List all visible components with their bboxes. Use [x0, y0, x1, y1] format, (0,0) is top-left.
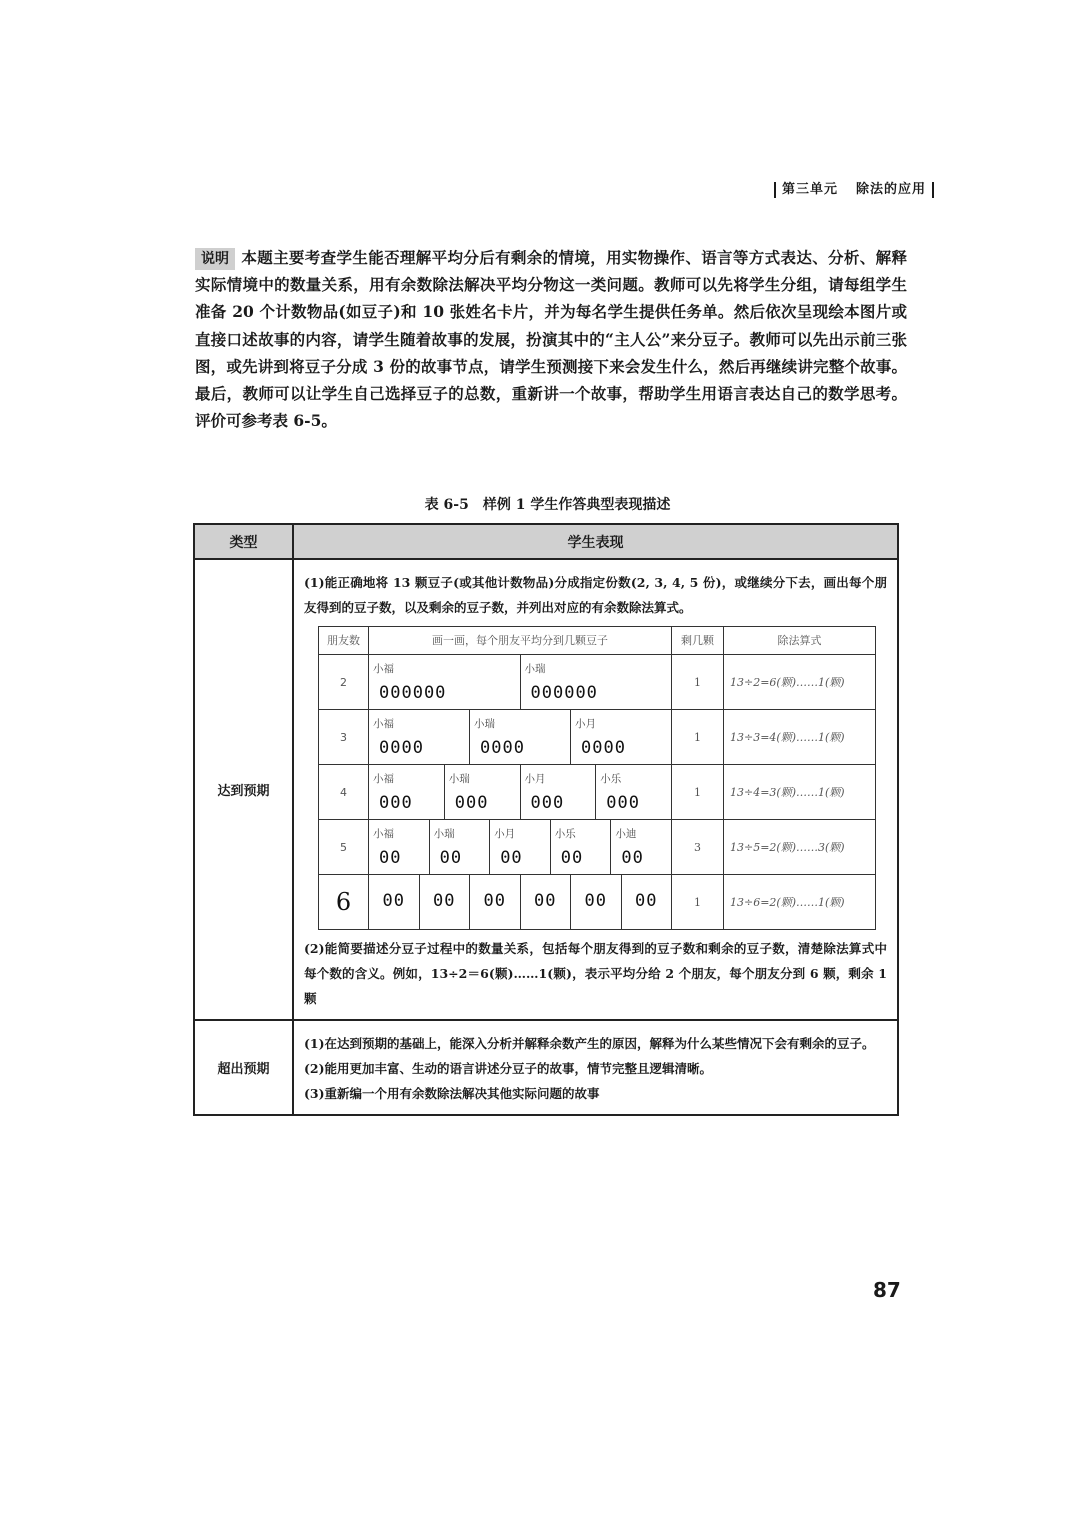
ws-header-friends: 朋友数	[319, 627, 369, 655]
remainder: 1	[672, 710, 724, 765]
friend-cell	[429, 820, 490, 874]
ws-header-equation: 除法算式	[724, 627, 876, 655]
worksheet-header-row	[319, 627, 876, 655]
bean-drawing	[369, 710, 672, 765]
bean-drawing	[369, 765, 672, 820]
beans: 00	[483, 891, 506, 911]
worksheet-row	[319, 820, 876, 875]
beans: 00	[635, 891, 658, 911]
beans: 000	[454, 793, 489, 813]
equation: 13÷3=4(颗)……1(颗)	[724, 710, 876, 765]
beans: 00	[500, 848, 523, 868]
beans: 00	[433, 891, 456, 911]
friend-name: 小瑞	[448, 773, 470, 785]
table-caption: 表 6-5 样例 1 学生作答典型表现描述	[424, 497, 671, 513]
exceeds-expectation-content	[293, 1020, 898, 1115]
beans: 000000	[530, 683, 598, 703]
equation: 13÷6=2(颗)……1(颗)	[724, 875, 876, 930]
friend-name: 小乐	[554, 828, 576, 840]
note-tag: 说明	[195, 248, 235, 270]
friend-cell	[520, 765, 596, 819]
beans: 00	[534, 891, 557, 911]
equation: 13÷5=2(颗)……3(颗)	[724, 820, 876, 875]
friend-name: 小瑞	[474, 718, 495, 730]
friend-name: 小福	[373, 718, 394, 730]
friend-name: 小月	[524, 773, 546, 785]
evaluation-table	[193, 523, 899, 1116]
bean-drawing	[369, 875, 672, 930]
friend-name: 小福	[373, 828, 394, 840]
meets-item-1: (1)能正确地将 13 颗豆子(或其他计数物品)分成指定份数(2, 3, 4, 5 份)，或继续分下去，画出每个朋友得到的豆子数，以及剩余的豆子数，并列出对应的有余数除法算式。	[304, 575, 887, 615]
type-exceeds-expectation: 超出预期	[194, 1020, 293, 1115]
meets-item-2: (2)能简要描述分豆子过程中的数量关系，包括每个朋友得到的豆子数和剩余的豆子数，清楚除法算式中每个数的含义。例如，13÷2＝6(颗)……1(颗)，表示平均分给 2 个朋友，每个朋友分到 6 颗，剩余 1 颗	[304, 941, 887, 1006]
friend-name: 小月	[494, 828, 516, 840]
friend-cell	[610, 820, 671, 874]
remainder: 1	[672, 875, 724, 930]
friend-name: 小迪	[615, 828, 637, 840]
header-bar-left	[774, 182, 776, 198]
ws-header-remainder: 剩几颗	[672, 627, 724, 655]
friend-name: 小瑞	[524, 663, 546, 675]
worksheet-row	[319, 765, 876, 820]
friend-cell	[489, 820, 550, 874]
note-paragraph	[195, 244, 907, 434]
bean-drawing	[369, 820, 672, 875]
friend-cell	[520, 655, 672, 709]
exceeds-item-3: (3)重新编一个用有余数除法解决其他实际问题的故事	[304, 1086, 600, 1101]
remainder: 3	[672, 820, 724, 875]
friend-cell	[369, 875, 419, 929]
friend-name: 小福	[373, 773, 394, 785]
beans: 0000	[581, 738, 626, 758]
exceeds-item-2: (2)能用更加丰富、生动的语言讲述分豆子的故事，情节完整且逻辑清晰。	[304, 1061, 713, 1076]
friend-cell	[621, 875, 672, 929]
friend-count: 2	[319, 655, 369, 710]
beans: 00	[560, 848, 584, 868]
running-header	[768, 178, 940, 198]
header-performance: 学生表现	[293, 524, 898, 559]
friend-cell	[595, 765, 671, 819]
friend-cell	[550, 820, 611, 874]
worksheet-row	[319, 875, 876, 930]
friend-name: 小乐	[600, 773, 622, 785]
exceeds-item-1: (1)在达到预期的基础上，能深入分析并解释余数产生的原因，解释为什么某些情况下会有剩余的豆子。	[304, 1036, 875, 1051]
header-unit: 第三单元	[781, 182, 838, 197]
beans: 00	[382, 891, 405, 911]
friend-count: 4	[319, 765, 369, 820]
header-bar-right	[932, 182, 934, 198]
ws-header-draw: 画一画，每个朋友平均分到几颗豆子	[369, 627, 672, 655]
friend-cell	[369, 765, 444, 819]
friend-cell	[369, 655, 520, 709]
remainder: 1	[672, 655, 724, 710]
friend-cell	[419, 875, 470, 929]
beans: 000	[530, 793, 565, 813]
friend-name: 小月	[575, 718, 596, 730]
friend-cell	[444, 765, 520, 819]
worksheet-row	[319, 655, 876, 710]
friend-name: 小瑞	[433, 828, 455, 840]
beans: 000	[379, 793, 413, 813]
friend-cell	[369, 820, 429, 874]
beans: 000	[606, 793, 640, 813]
friend-cell	[369, 710, 469, 764]
equation: 13÷4=3(颗)……1(颗)	[724, 765, 876, 820]
beans: 00	[439, 848, 463, 868]
beans: 00	[379, 848, 402, 868]
friend-name: 小福	[373, 663, 394, 675]
beans: 000000	[379, 683, 447, 703]
friend-cell	[469, 710, 570, 764]
friend-cell	[570, 710, 671, 764]
header-title: 除法的应用	[855, 182, 926, 197]
beans: 00	[621, 848, 644, 868]
friend-cell	[469, 875, 520, 929]
friend-count: 5	[319, 820, 369, 875]
note-text: 本题主要考查学生能否理解平均分后有剩余的情境，用实物操作、语言等方式表达、分析、解释实际情境中的数量关系，用有余数除法解决平均分物这一类问题。教师可以先将学生分组，请每组学生准备 20 个计数物品(如豆子)和 10 张姓名卡片，并为每名学生提供任务单。然后依次呈现绘本图片或直接口述故事的内容，请学生随着故事的发展，扮演其中的“主人公”来分豆子。教师可以先出示前三张图，或先讲到将豆子分成 3 份的故事节点，请学生预测接下来会发生什么，然后再继续讲完整个故事。最后，教师可以让学生自己选择豆子的总数，重新讲一个故事，帮助学生用语言表达自己的数学思考。评价可参考表 6-5。	[195, 248, 907, 431]
meets-expectation-content	[293, 559, 898, 1020]
friend-count: 6	[319, 875, 369, 930]
type-meets-expectation: 达到预期	[194, 559, 293, 1020]
student-worksheet	[318, 626, 876, 930]
worksheet-row	[319, 710, 876, 765]
beans: 00	[584, 891, 607, 911]
page-number: 87	[873, 1278, 901, 1302]
friend-cell	[570, 875, 621, 929]
beans: 0000	[379, 738, 424, 758]
friend-count: 3	[319, 710, 369, 765]
remainder: 1	[672, 765, 724, 820]
equation: 13÷2=6(颗)……1(颗)	[724, 655, 876, 710]
beans: 0000	[480, 738, 525, 758]
friend-cell	[520, 875, 571, 929]
bean-drawing	[369, 655, 672, 710]
header-type: 类型	[194, 524, 293, 559]
